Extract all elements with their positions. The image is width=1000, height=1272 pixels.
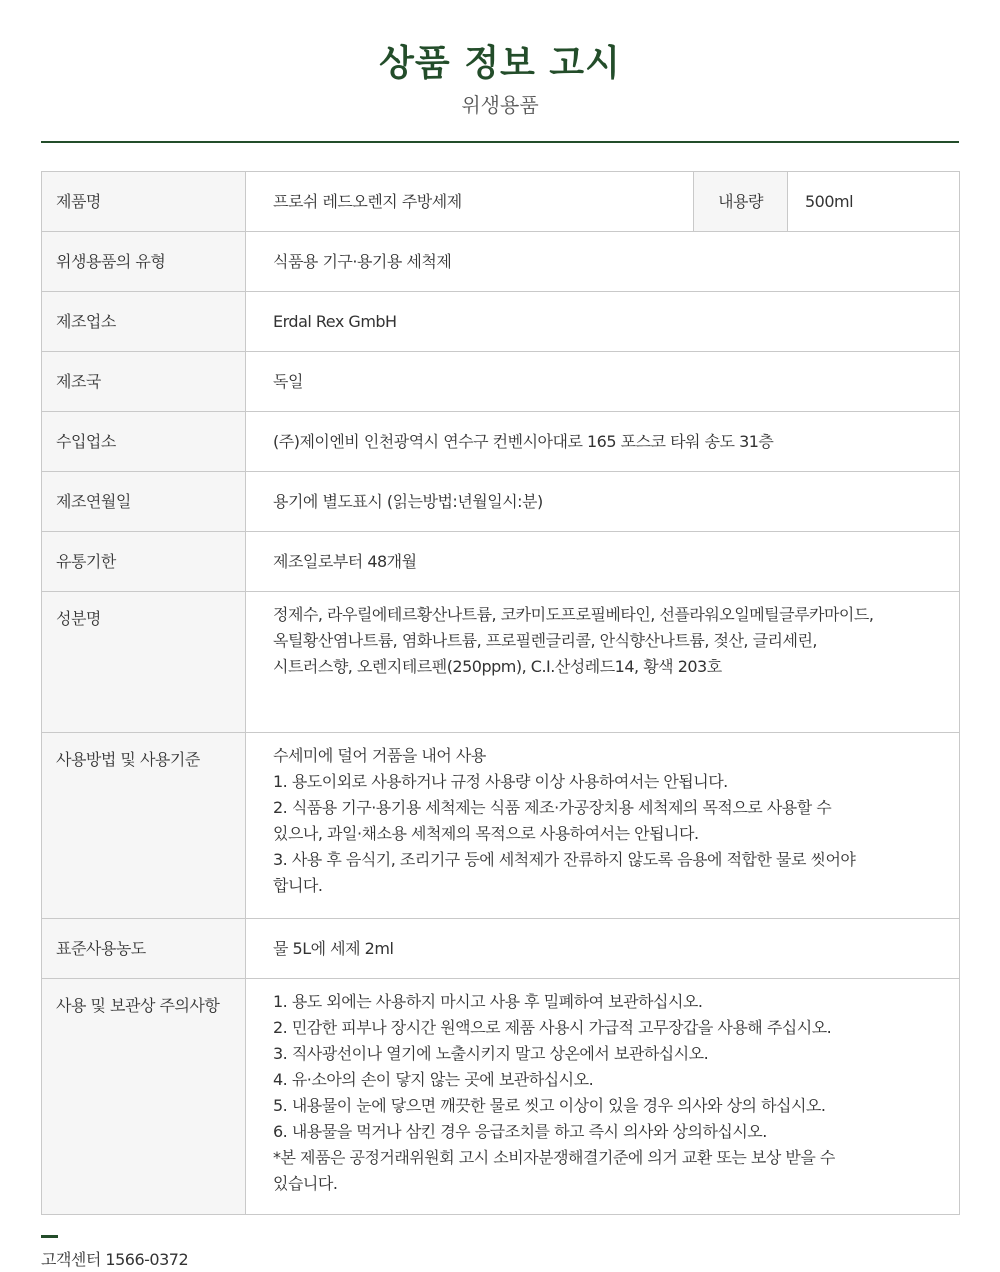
table-row: [42, 472, 960, 532]
expiry-label: 유통기한: [42, 532, 246, 592]
usage-line: 1. 용도이외로 사용하거나 규정 사용량 이상 사용하여서는 안됩니다.: [273, 772, 728, 791]
table-row: [42, 172, 960, 232]
ingredients-line: 정제수, 라우릴에테르황산나트륨, 코카미도프로필베타인, 선플라워오일메틸글루카마이드,: [273, 605, 874, 624]
usage-label: 사용방법 및 사용기준: [42, 733, 246, 919]
ingredients-line: 시트러스향, 오렌지테르펜(250ppm), C.I.산성레드14, 황색 203호: [273, 657, 722, 676]
product-name-label: 제품명: [42, 172, 246, 232]
volume-label: 내용량: [694, 172, 788, 232]
precautions-label: 사용 및 보관상 주의사항: [42, 979, 246, 1215]
usage-line: 수세미에 덜어 거품을 내어 사용: [273, 746, 486, 765]
precautions-line: 있습니다.: [273, 1174, 338, 1193]
table-row: [42, 352, 960, 412]
table-row: [42, 412, 960, 472]
usage-value: [246, 733, 960, 919]
manufacture-date-label: 제조연월일: [42, 472, 246, 532]
concentration-value: 물 5L에 세제 2ml: [246, 919, 960, 979]
table-row: [42, 232, 960, 292]
expiry-value: 제조일로부터 48개월: [246, 532, 960, 592]
precautions-line: 6. 내용물을 먹거나 삼킨 경우 응급조치를 하고 즉시 의사와 상의하십시오.: [273, 1122, 767, 1141]
precautions-line: 4. 유·소아의 손이 닿지 않는 곳에 보관하십시오.: [273, 1070, 594, 1089]
country-value: 독일: [246, 352, 960, 412]
hygiene-type-label: 위생용품의 유형: [42, 232, 246, 292]
importer-value: (주)제이엔비 인천광역시 연수구 컨벤시아대로 165 포스코 타워 송도 31층: [246, 412, 960, 472]
usage-line: 2. 식품용 기구·용기용 세척제는 식품 제조·가공장치용 세척제의 목적으로 사용할 수: [273, 798, 832, 817]
usage-line: 있으나, 과일·채소용 세척제의 목적으로 사용하여서는 안됩니다.: [273, 824, 699, 843]
manufacturer-label: 제조업소: [42, 292, 246, 352]
table-row: [42, 532, 960, 592]
precautions-line: 3. 직사광선이나 열기에 노출시키지 말고 상온에서 보관하십시오.: [273, 1044, 709, 1063]
table-row: [42, 592, 960, 733]
table-row: [42, 733, 960, 919]
product-info-table: [41, 171, 960, 1215]
header-divider: [41, 141, 959, 143]
precautions-line: 2. 민감한 피부나 장시간 원액으로 제품 사용시 가급적 고무장갑을 사용해 주십시오.: [273, 1018, 832, 1037]
precautions-line: *본 제품은 공정거래위원회 고시 소비자분쟁해결기준에 의거 교환 또는 보상 받을 수: [273, 1148, 835, 1167]
precautions-line: 5. 내용물이 눈에 닿으면 깨끗한 물로 씻고 이상이 있을 경우 의사와 상의 하십시오.: [273, 1096, 826, 1115]
concentration-label: 표준사용농도: [42, 919, 246, 979]
footer-accent-bar: [41, 1235, 58, 1238]
ingredients-line: 옥틸황산염나트륨, 염화나트륨, 프로필렌글리콜, 안식향산나트륨, 젖산, 글리세린,: [273, 631, 817, 650]
manufacture-date-value: 용기에 별도표시 (읽는방법:년월일시:분): [246, 472, 960, 532]
page-subtitle: 위생용품: [461, 93, 539, 117]
ingredients-label: 성분명: [42, 592, 246, 733]
precautions-value: [246, 979, 960, 1215]
usage-line: 합니다.: [273, 876, 323, 895]
product-name-value: 프로쉬 레드오렌지 주방세제: [246, 172, 694, 232]
ingredients-value: [246, 592, 960, 733]
table-row: [42, 919, 960, 979]
manufacturer-value: Erdal Rex GmbH: [246, 292, 960, 352]
importer-label: 수입업소: [42, 412, 246, 472]
customer-center-phone: 고객센터 1566-0372: [41, 1250, 189, 1269]
country-label: 제조국: [42, 352, 246, 412]
hygiene-type-value: 식품용 기구·용기용 세척제: [246, 232, 960, 292]
usage-line: 3. 사용 후 음식기, 조리기구 등에 세척제가 잔류하지 않도록 음용에 적합한 물로 씻어야: [273, 850, 856, 869]
page-title: 상품 정보 고시: [379, 43, 621, 84]
table-row: [42, 292, 960, 352]
volume-value: 500ml: [788, 172, 960, 232]
precautions-line: 1. 용도 외에는 사용하지 마시고 사용 후 밀폐하여 보관하십시오.: [273, 992, 703, 1011]
table-row: [42, 979, 960, 1215]
